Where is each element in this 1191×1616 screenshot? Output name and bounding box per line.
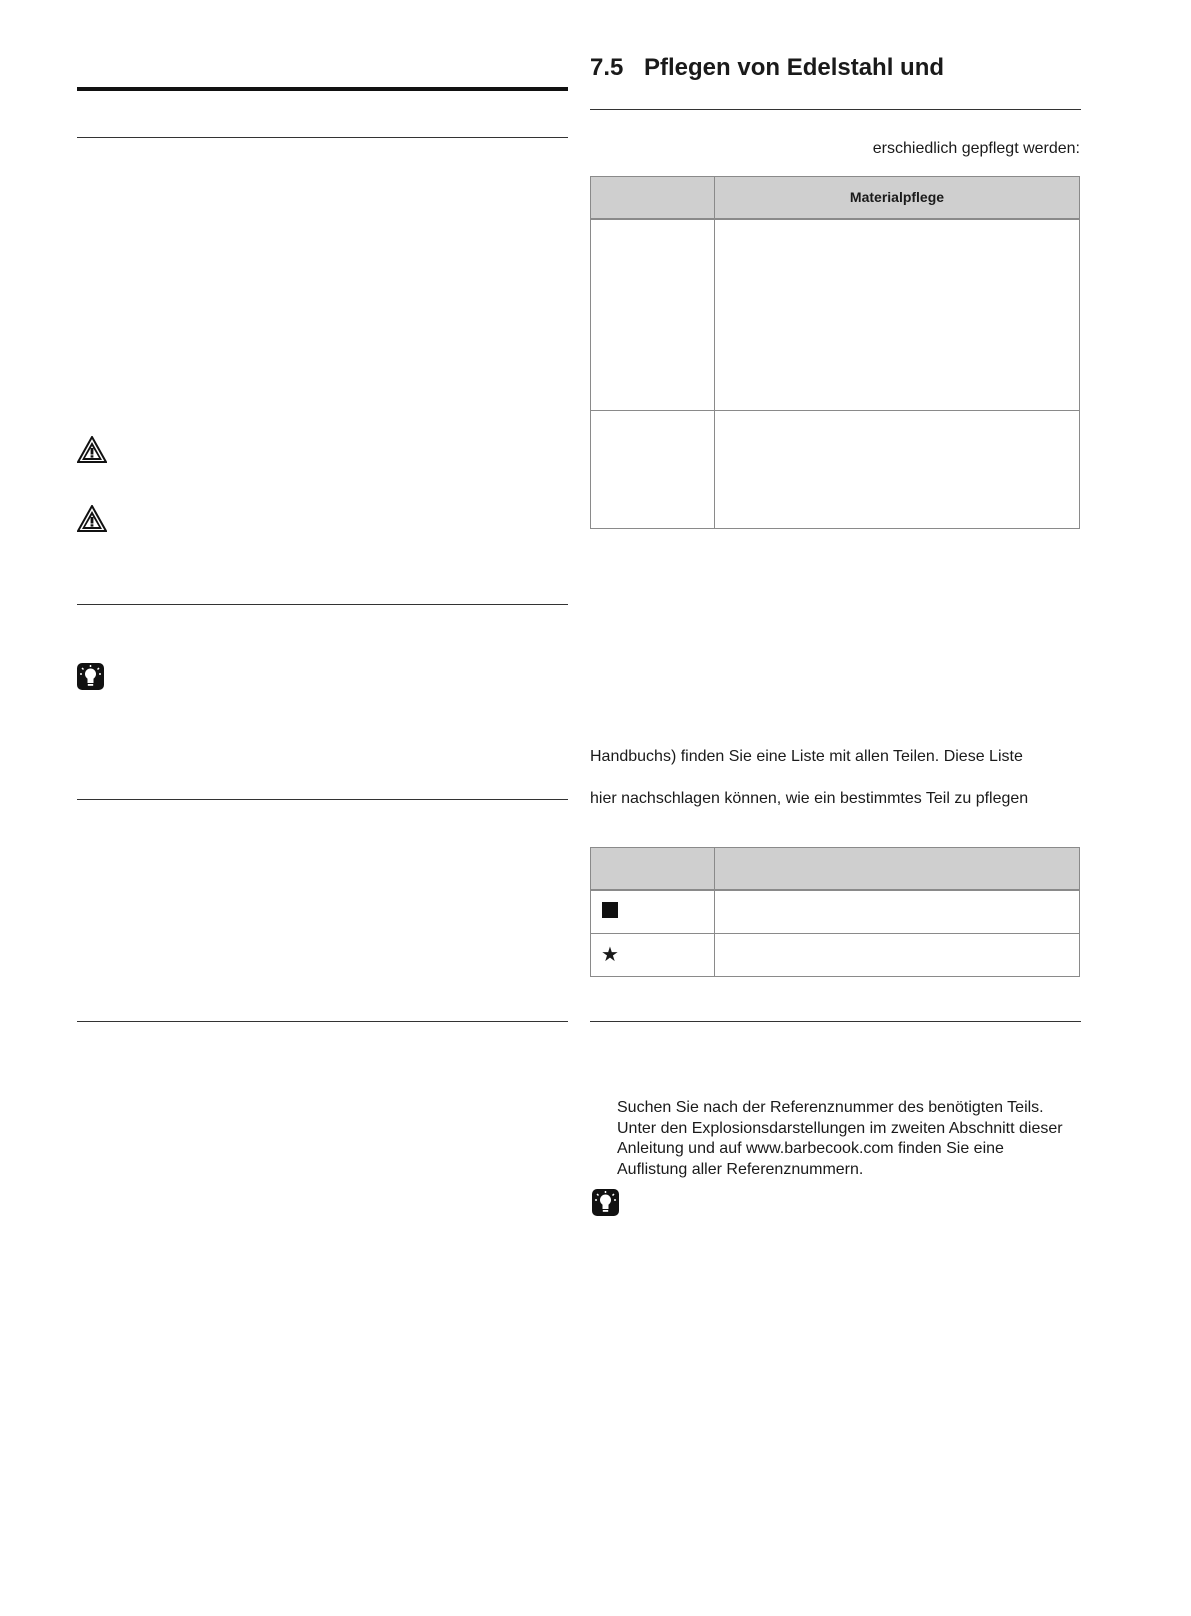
table-cell: [591, 219, 715, 411]
table-cell: [591, 411, 715, 529]
lightbulb-tip-icon: [592, 1189, 619, 1221]
left-rule-3: [77, 799, 568, 800]
section-number: 7.5: [590, 54, 624, 81]
table-row: [591, 934, 1080, 977]
material-care-table: [590, 176, 1080, 529]
left-rule-2: [77, 604, 568, 605]
parts-paragraph-line-2: hier nachschlagen können, wie ein bestimmtes Teil zu pflegen: [590, 790, 1029, 807]
table-header-cell: [715, 848, 1080, 890]
symbol-cell: [591, 934, 715, 977]
reference-line-4: Auflistung aller Referenznummern.: [617, 1160, 864, 1178]
lightbulb-tip-icon: [77, 663, 104, 695]
table-cell: [715, 890, 1080, 934]
reference-line-1: Suchen Sie nach der Referenznummer des benötigten Teils.: [617, 1099, 1044, 1116]
table-cell: [715, 934, 1080, 977]
warning-triangle-icon: [77, 505, 107, 537]
right-rule-2: [590, 1021, 1081, 1022]
table-header-cell: [591, 177, 715, 219]
reference-paragraph: [617, 1098, 1063, 1180]
section-title: Pflegen von Edelstahl und: [644, 54, 945, 81]
reference-line-2: Unter den Explosionsdarstellungen im zweiten Abschnitt dieser: [617, 1119, 1063, 1137]
table-row: [591, 890, 1080, 934]
table-header-cell: Materialpflege: [715, 177, 1080, 219]
warning-triangle-icon: [77, 436, 107, 468]
table-cell: [715, 219, 1080, 411]
table-header-cell: [591, 848, 715, 890]
left-rule-4: [77, 1021, 568, 1022]
symbol-cell: [591, 890, 715, 934]
symbol-table: [590, 847, 1080, 977]
left-rule-1: [77, 137, 568, 138]
section-heading: [590, 54, 944, 82]
left-top-thick-rule: [77, 87, 568, 91]
table-row: [591, 411, 1080, 529]
table-row: [591, 219, 1080, 411]
table-cell: [715, 411, 1080, 529]
right-rule-1: [590, 109, 1081, 110]
star-icon: ★: [601, 944, 619, 966]
parts-paragraph-line-1: Handbuchs) finden Sie eine Liste mit allen Teilen. Diese Liste: [590, 748, 1023, 765]
filled-square-icon: [602, 902, 618, 918]
reference-line-3: Anleitung und auf www.barbecook.com finden Sie eine: [617, 1140, 1004, 1157]
intro-fragment: erschiedlich gepflegt werden:: [872, 140, 1080, 157]
